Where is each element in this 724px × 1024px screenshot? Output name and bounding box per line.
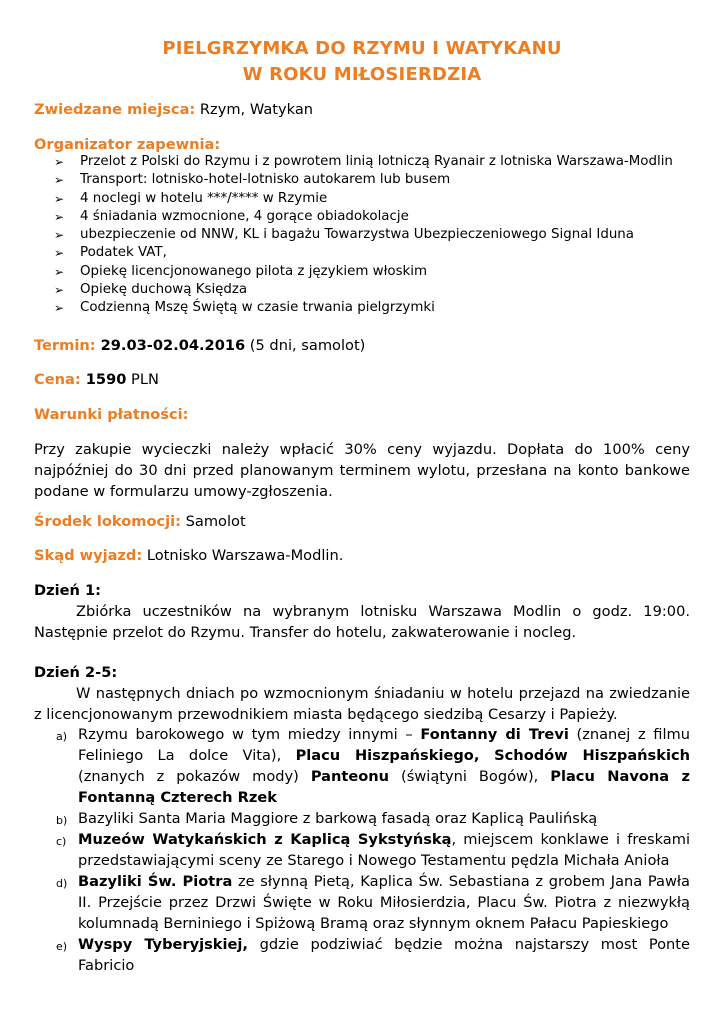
day2-intro: W następnych dniach po wzmocnionym śniadaniu w hotelu przejazd na zwiedzanie z licencjonowanym przewodnikiem miasta będącego siedzibą Cesarzy i Papieży.: [34, 685, 690, 723]
list-item: b) Bazyliki Santa Maria Maggiore z barkową fasadą oraz Kaplicą Paulińską: [34, 808, 690, 829]
departure-label: Skąd wyjazd:: [34, 547, 143, 564]
transport-value: Samolot: [180, 513, 246, 530]
day1-heading: Dzień 1:: [34, 582, 101, 599]
payment-label-row: [34, 405, 188, 425]
day1-text: Zbiórka uczestników na wybranym lotnisku Warszawa Modlin o godz. 19:00. Następnie przelot do Rzymu. Transfer do hotelu, zakwaterowanie i nocleg.: [34, 603, 690, 641]
arrow-bullet-icon: ➢: [54, 264, 65, 279]
transport-label: Środek lokomocji:: [34, 513, 181, 530]
organizer-label-row: [34, 135, 220, 155]
term-row: [34, 336, 365, 356]
list-marker: e): [56, 940, 68, 953]
arrow-bullet-icon: ➢: [54, 301, 65, 316]
day2-list: [34, 724, 690, 976]
price-currency: PLN: [126, 371, 159, 388]
list-item: ➢ Transport: lotnisko-hotel-lotnisko autokarem lub busem: [54, 171, 673, 189]
list-item: ➢ ubezpieczenie od NNW, KL i bagażu Towarzystwa Ubezpieczeniowego Signal Iduna: [54, 226, 673, 244]
arrow-bullet-icon: ➢: [54, 283, 65, 298]
departure-value: Lotnisko Warszawa-Modlin.: [142, 547, 344, 564]
list-item: c) Muzeów Watykańskich z Kaplicą Sykstyńską, miejscem konklawe i freskami przedstawiającymi sceny ze Starego i Nowego Testamentu pędzla Michała Anioła: [56, 831, 690, 869]
price-row: [34, 370, 159, 390]
day2-heading: Dzień 2-5:: [34, 664, 118, 681]
price-amount: 1590: [80, 371, 127, 388]
term-label: Termin:: [34, 337, 96, 354]
places-row: [34, 100, 313, 120]
list-item: d) Bazyliki Św. Piotra ze słynną Pietą, Kaplica Św. Sebastiana z grobem Jana Pawła II. Przejście przez Drzwi Święte w Roku Miłosierdzia, Placu Św. Piotra z niezwykłą kolumnadą Berniniego i Spiżową Bramą oraz słynnym oknem Pałacu Papieskiego: [56, 873, 691, 932]
arrow-bullet-icon: ➢: [54, 173, 65, 188]
arrow-bullet-icon: ➢: [54, 209, 65, 224]
arrow-bullet-icon: ➢: [54, 191, 65, 206]
arrow-bullet-icon: ➢: [54, 155, 65, 169]
organizer-label: Organizator zapewnia:: [34, 136, 221, 153]
transport-row: [34, 512, 246, 532]
payment-label: Warunki płatności:: [34, 406, 189, 423]
list-marker: c): [56, 835, 67, 848]
organizer-list: [54, 153, 673, 318]
list-item: ➢ Codzienną Mszę Świętą w czasie trwania pielgrzymki: [54, 299, 673, 317]
departure-row: [34, 546, 343, 566]
price-label: Cena:: [34, 371, 81, 388]
term-dates: 29.03-02.04.2016: [95, 337, 246, 354]
list-item: a) Rzymu barokowego w tym miedzy innymi – Fontanny di Trevi (znanej z filmu Feliniego La dolce Vita), Placu Hiszpańskiego, Schodów Hiszpańskich (znanych z pokazów mody) Panteonu (świątyni Bogów), Placu Navona z Fontanną Czterech Rzek: [56, 726, 691, 806]
payment-text: Przy zakupie wycieczki należy wpłacić 30% ceny wyjazdu. Dopłata do 100% ceny najpóźniej do 30 dni przed planowanym terminem wylotu, przesłana na konto bankowe podane w formularzu umowy-zgłoszenia.: [34, 441, 690, 500]
list-item: ➢ Podatek VAT,: [54, 244, 673, 262]
term-note: (5 dni, samolot): [245, 337, 366, 354]
places-label: Zwiedzane miejsca:: [34, 101, 196, 118]
title-line-2: W ROKU MIŁOSIERDZIA: [242, 64, 482, 85]
list-item: ➢ Opiekę licencjonowanego pilota z językiem włoskim: [54, 263, 673, 281]
list-marker: a): [56, 730, 68, 743]
list-item: e) Wyspy Tyberyjskiej, gdzie podziwiać będzie można najstarszy most Ponte Fabricio: [56, 936, 691, 974]
list-marker: d): [56, 877, 68, 890]
arrow-bullet-icon: ➢: [54, 246, 65, 261]
list-item: ➢ Opiekę duchową Księdza: [54, 281, 673, 299]
list-item: ➢ Przelot z Polski do Rzymu i z powrotem linią lotniczą Ryanair z lotniska Warszawa-Modlin: [54, 153, 673, 171]
list-item: ➢ 4 noclegi w hotelu ***/**** w Rzymie: [54, 190, 673, 208]
places-value: Rzym, Watykan: [195, 101, 314, 118]
title-line-1: PIELGRZYMKA DO RZYMU I WATYKANU: [162, 38, 562, 59]
list-marker: b): [56, 814, 68, 827]
arrow-bullet-icon: ➢: [54, 228, 65, 243]
list-item: ➢ 4 śniadania wzmocnione, 4 gorące obiadokolacje: [54, 208, 673, 226]
